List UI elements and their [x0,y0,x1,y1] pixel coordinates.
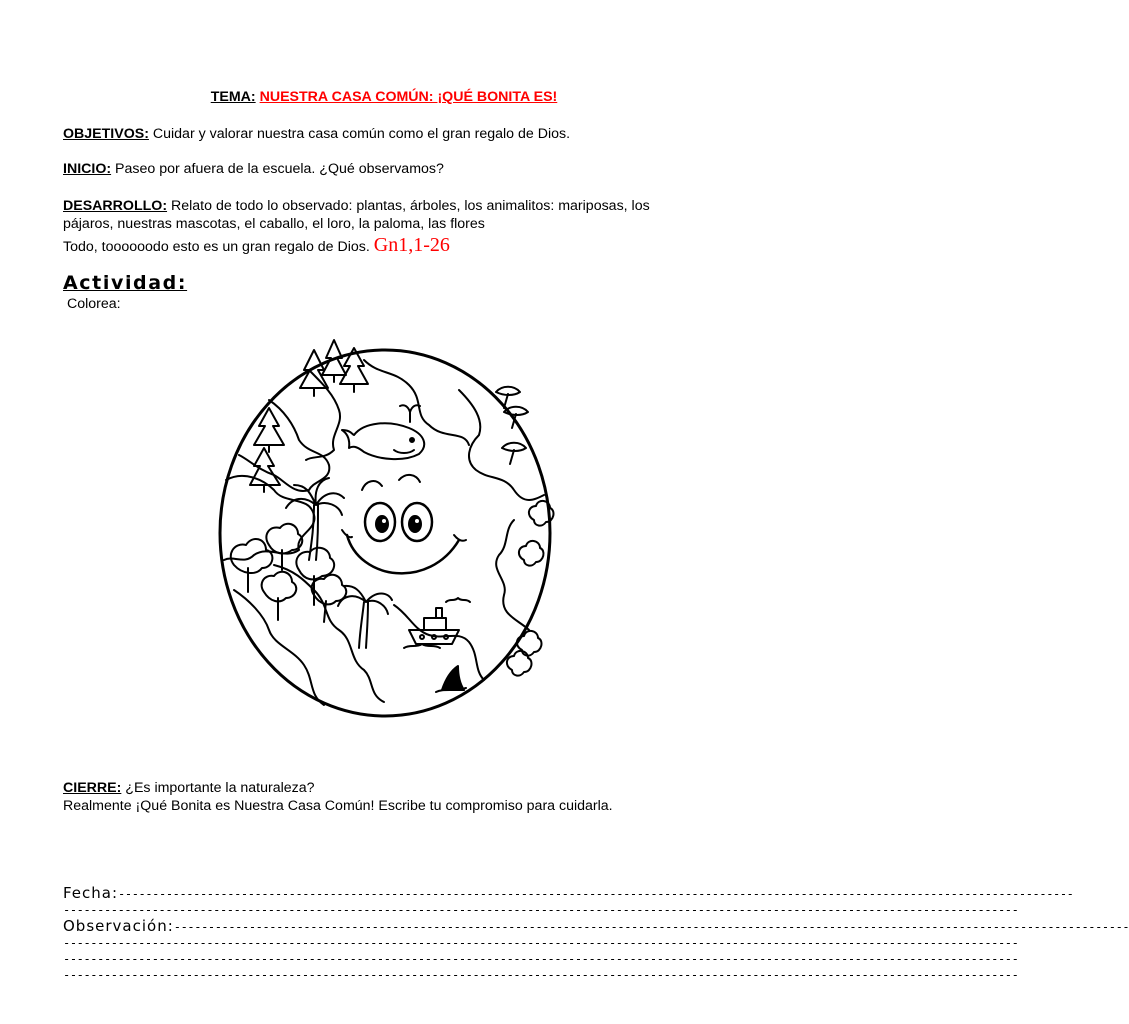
dash-line-3[interactable]: -------------------------------------------------------------------------------------------------------------------------------------------- [63,952,1019,966]
colorea-instruction: Colorea: [67,296,121,312]
inicio-text: Paseo por afuera de la escuela. ¿Qué observamos? [111,161,444,177]
title-label: TEMA: [210,89,256,105]
fecha-label: Fecha: [63,884,119,902]
continent-southeast [394,605,484,680]
globe-outline [220,350,550,716]
cierre-label: CIERRE: [63,780,122,796]
mushroom-trees-right [496,387,528,464]
desarrollo-text-3: Todo, toooooodo esto es un gran regalo de Dios. [63,239,374,255]
dash-line-2[interactable]: -------------------------------------------------------------------------------------------------------------------------------------------- [63,936,1019,950]
dash-line-4[interactable]: -------------------------------------------------------------------------------------------------------------------------------------------- [63,968,1019,982]
fecha-dash-line: -------------------------------------------------------------------------------------------------------------------------------------------- [118,887,1074,901]
bible-reference: Gn1,1-26 [373,234,450,256]
continent-top [306,370,340,460]
desarrollo-text-2: pájaros, nuestras mascotas, el caballo, el loro, la paloma, las flores [63,216,485,232]
earth-coloring-illustration [214,330,556,725]
shark-fin-drawing [442,666,464,690]
ship-drawing [404,598,470,648]
whale-drawing [342,405,424,459]
cierre-line-1 [63,779,315,797]
objetivos-label: OBJETIVOS: [63,126,149,142]
continent-left [224,476,314,560]
cierre-line-2 [63,797,613,815]
observacion-dash-line: -------------------------------------------------------------------------------------------------------------------------------------------- [173,920,1129,934]
cierre-question: ¿Es importante la naturaleza? [121,780,315,796]
desarrollo-line-3 [63,236,450,256]
round-trees-cluster [231,524,346,622]
pine-trees-top [300,340,368,396]
inicio-line [63,160,444,178]
smiling-face [342,475,466,573]
dash-line-1[interactable]: -------------------------------------------------------------------------------------------------------------------------------------------- [63,903,1019,917]
inicio-label: INICIO: [63,161,112,177]
title-text: NUESTRA CASA COMÚN: ¡QUÉ BONITA ES! [259,89,558,105]
desarrollo-line-1 [63,197,650,215]
desarrollo-line-2 [63,215,485,233]
cierre-text: Realmente ¡Qué Bonita es Nuestra Casa Común! Escribe tu compromiso para cuidarla. [63,798,613,814]
continent-right [496,520,529,630]
observacion-label: Observación: [63,917,174,935]
objetivos-line [63,125,570,143]
page-title [0,89,768,105]
desarrollo-label: DESARROLLO: [63,198,168,214]
fecha-row[interactable] [63,884,1074,902]
desarrollo-text-1: Relato de todo lo observado: plantas, árboles, los animalitos: mariposas, los [167,198,650,214]
observacion-row[interactable] [63,917,1129,935]
actividad-heading: Actividad: [63,272,188,294]
objetivos-text: Cuidar y valorar nuestra casa común como el gran regalo de Dios. [148,126,571,142]
